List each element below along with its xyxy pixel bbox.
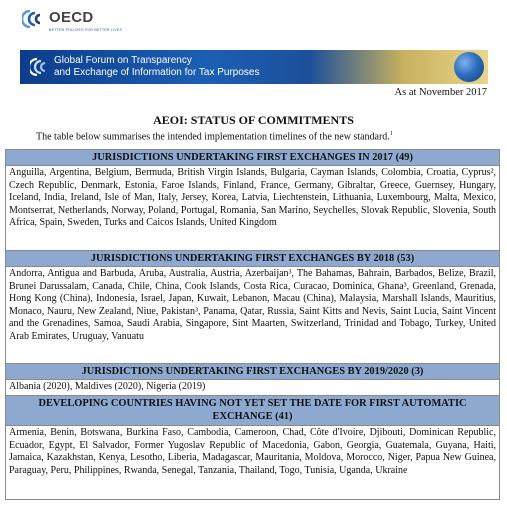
globe-icon [454,52,484,82]
section-heading-2018: JURISDICTIONS UNDERTAKING FIRST EXCHANGES BY 2018 (53) [6,251,499,267]
global-forum-banner [20,50,488,84]
section-heading-developing: DEVELOPING COUNTRIES HAVING NOT YET SET THE DATE FOR FIRST AUTOMATIC EXCHANGE (41) [6,396,499,426]
section-body-2019-2020: Albania (2020), Maldives (2020), Nigeria (2019) [6,380,499,396]
section-body-2017: Anguilla, Argentina, Belgium, Bermuda, British Virgin Islands, Bulgaria, Cayman Islands, Colombia, Croatia, Cyprus², Czech Republic, Denmark, Estonia, Faroe Islands, Finland, France, Germany, Gibraltar, Greece, Guernsey, Hungary, Iceland, India, Ireland, Isle of Man, Italy, Jersey, Korea, Latvia, Liechtenstein, Lithuania, Luxembourg, Malta, Mexico, Montserrat, Netherlands, Norway, Poland, Portugal, Romania, San Marino, Seychelles, Slovak Republic, Slovenia, South Africa, Spain, Sweden, Turks and Caicos Islands, United Kingdom [6,166,499,251]
intro-sentence: The table below summarises the intended implementation timelines of the new standard. [36,131,390,143]
section-body-2018: Andorra, Antigua and Barbuda, Aruba, Australia, Austria, Azerbaijan³, The Bahamas, Bahrain, Barbados, Belize, Brazil, Brunei Darussalam, Canada, Chile, China, Cook Islands, Costa Rica, Curacao, Dominica, Ghana³, Greenland, Grenada, Hong Kong (China), Indonesia, Israel, Japan, Kuwait, Lebanon, Macau (China), Malaysia, Marshall Islands, Mauritius, Monaco, Nauru, New Zealand, Niue, Pakistan³, Panama, Qatar, Russia, Saint Kitts and Nevis, Saint Lucia, Saint Vincent and the Grenadines, Samoa, Saudi Arabia, Singapore, Sint Maarten, Switzerland, Trinidad and Tobago, Turkey, United Arab Emirates, Uruguay, Vanuatu [6,267,499,364]
oecd-arcs-icon [22,10,46,28]
banner-title-line1: Global Forum on Transparency [54,55,192,66]
global-forum-arcs-icon [30,58,50,76]
commitments-table [5,149,500,500]
logo-name: OECD [49,9,94,26]
as-at-date: As at November 2017 [394,87,487,98]
section-heading-2017: JURISDICTIONS UNDERTAKING FIRST EXCHANGES IN 2017 (49) [6,150,499,166]
document-title: AEOI: STATUS OF COMMITMENTS [153,113,354,127]
intro-footnote-marker: 1 [389,131,393,137]
intro-text [36,131,393,142]
oecd-logo [22,9,122,37]
section-body-developing: Armenia, Benin, Botswana, Burkina Faso, Cambodia, Cameroon, Chad, Côte d'Ivoire, Djibouti, Dominican Republic, Ecuador, Egypt, El Salvador, Former Yugoslav Republic of Macedonia, Gabon, Georgia, Guatemala, Guyana, Haiti, Jamaica, Kazakhstan, Kenya, Lesotho, Liberia, Madagascar, Mauritania, Moldova, Morocco, Niger, Papua New Guinea, Paraguay, Peru, Philippines, Rwanda, Senegal, Tanzania, Thailand, Togo, Tunisia, Uganda, Ukraine [9,427,496,476]
logo-tagline: BETTER POLICIES FOR BETTER LIVES [49,28,123,32]
section-heading-2019-2020: JURISDICTIONS UNDERTAKING FIRST EXCHANGES BY 2019/2020 (3) [6,364,499,380]
banner-title-line2: and Exchange of Information for Tax Purposes [54,67,260,78]
